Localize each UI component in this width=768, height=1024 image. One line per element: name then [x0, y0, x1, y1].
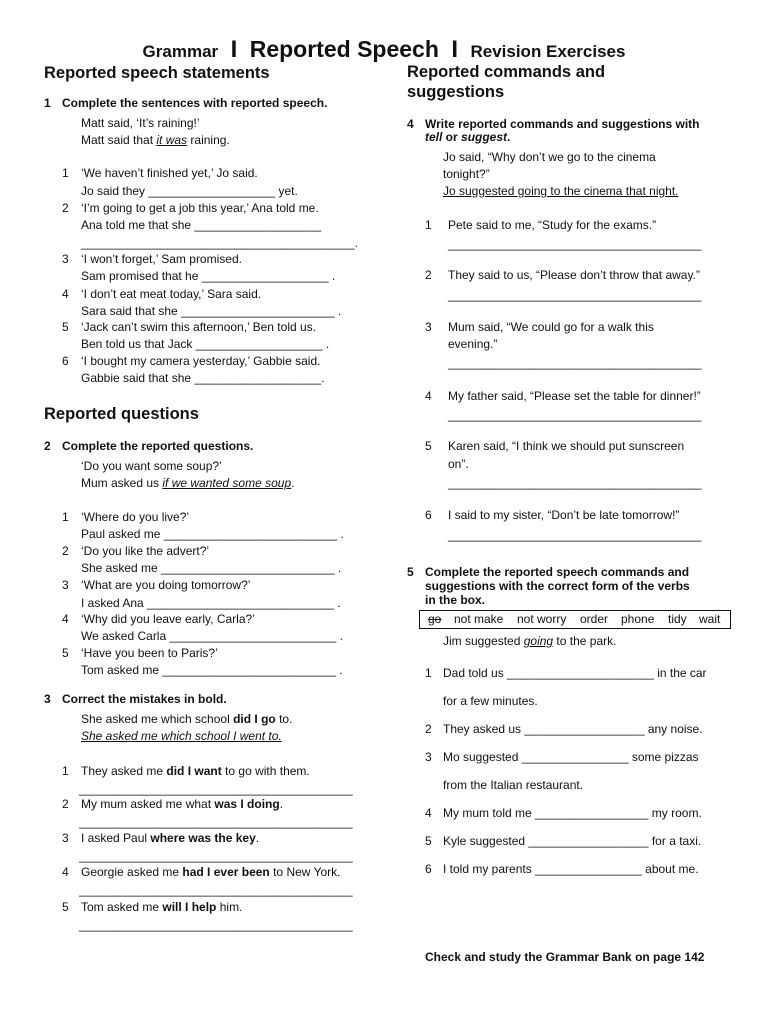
item-number: 2 [62, 797, 69, 811]
item-answer-line[interactable]: ______________________________________ [448, 288, 702, 302]
item-number: 1 [62, 764, 69, 778]
item-number: 6 [425, 508, 432, 522]
item-number: 2 [425, 268, 432, 282]
item-answer-line[interactable]: _________________________________________ [79, 815, 353, 829]
item-answer-line[interactable]: Tom asked me __________________________ . [81, 663, 343, 677]
item-number: 5 [62, 646, 69, 660]
item-answer-line[interactable]: ______________________________________ [448, 528, 702, 542]
item-number: 3 [62, 252, 69, 266]
exercise-number: 1 [44, 96, 51, 110]
section-heading-statements: Reported speech statements [44, 64, 270, 82]
item-answer-line[interactable]: I asked Ana ____________________________ . [81, 596, 341, 610]
exercise-instruction: Complete the reported speech commands and [425, 565, 690, 579]
word-box-item: not worry [517, 612, 567, 626]
item-number: 2 [62, 201, 69, 215]
exercise-number: 4 [407, 117, 414, 131]
footer-note: Check and study the Grammar Bank on page 142 [425, 950, 705, 964]
item-answer-line[interactable]: Ben told us that Jack ___________________ . [81, 337, 330, 351]
item-number: 3 [425, 750, 432, 764]
item-number: 1 [425, 218, 432, 232]
item-prompt-line2: on”. [448, 457, 469, 471]
exercise-instruction: Write reported commands and suggestions with [425, 117, 700, 131]
item-answer-line[interactable]: _________________________________________ [79, 782, 353, 796]
item-number: 4 [425, 389, 432, 403]
item-answer-line[interactable]: Paul asked me __________________________ . [81, 527, 344, 541]
example-answer: Jo suggested going to the cinema that night. [443, 184, 679, 198]
exercise-instruction-line2: tell or suggest. [425, 130, 511, 144]
exercise-instruction: Correct the mistakes in bold. [62, 692, 227, 706]
item-prompt: They asked me did I want to go with them. [81, 764, 310, 778]
word-box [419, 610, 731, 629]
example-prompt: Matt said, ‘It’s raining!’ [81, 116, 200, 130]
item-number: 1 [425, 666, 432, 680]
item-answer-line[interactable]: Sara said that she _______________________ . [81, 304, 342, 318]
item-prompt: ‘Where do you live?’ [81, 510, 190, 524]
item-number: 6 [425, 862, 432, 876]
item-number: 2 [62, 544, 69, 558]
item-number: 3 [62, 831, 69, 845]
item-answer-line[interactable]: We asked Carla _________________________ . [81, 629, 343, 643]
item-answer-line[interactable]: ______________________________________ [448, 237, 702, 251]
item-prompt: Pete said to me, “Study for the exams.” [448, 218, 657, 232]
item-answer-line[interactable]: Ana told me that she ___________________ [81, 218, 322, 232]
title-separator: I [451, 36, 459, 63]
item-number: 1 [62, 510, 69, 524]
item-answer-line[interactable]: ______________________________________ [448, 476, 702, 490]
item-prompt: ‘I won’t forget,’ Sam promised. [81, 252, 242, 266]
example-prompt-line2: tonight?” [443, 167, 490, 181]
item-number: 6 [62, 354, 69, 368]
item-number: 4 [62, 865, 69, 879]
item-answer-line[interactable]: Jo said they ___________________ yet. [81, 184, 298, 198]
item-prompt: Karen said, “I think we should put sunscreen [448, 439, 685, 453]
item-number: 4 [62, 612, 69, 626]
word-box-item: go [428, 612, 442, 626]
item-number: 3 [62, 578, 69, 592]
title-grammar: Grammar [142, 42, 219, 61]
item-prompt: ‘Have you been to Paris?’ [81, 646, 218, 660]
item-prompt: I said to my sister, “Don’t be late tomorrow!” [448, 508, 680, 522]
item-prompt-line2: from the Italian restaurant. [443, 778, 584, 792]
example-answer: Matt said that it was raining. [81, 133, 230, 147]
item-prompt: My father said, “Please set the table for dinner!” [448, 389, 701, 403]
item-prompt[interactable]: They asked us __________________ any noise. [443, 722, 703, 736]
item-number: 2 [425, 722, 432, 736]
exercise-instruction: Complete the sentences with reported speech. [62, 96, 328, 110]
item-prompt: ‘I’m going to get a job this year,’ Ana told me. [81, 201, 319, 215]
section-heading-commands: Reported commands and [407, 63, 606, 81]
exercise-number: 5 [407, 565, 414, 579]
item-number: 3 [425, 320, 432, 334]
item-answer-line[interactable]: ______________________________________ [448, 408, 702, 422]
item-number: 5 [62, 320, 69, 334]
item-answer-line[interactable]: _________________________________________ [79, 918, 353, 932]
exercise-number: 2 [44, 439, 51, 453]
item-number: 1 [62, 166, 69, 180]
item-prompt: Mum said, “We could go for a walk this [448, 320, 654, 334]
example-answer: Jim suggested going to the park. [443, 634, 617, 648]
word-box-item: tidy [668, 612, 687, 626]
item-answer-line[interactable]: ______________________________________ [448, 356, 702, 370]
item-prompt[interactable]: Mo suggested ________________ some pizzas [443, 750, 699, 764]
item-prompt[interactable]: Kyle suggested __________________ for a taxi. [443, 834, 702, 848]
item-prompt: I asked Paul where was the key. [81, 831, 260, 845]
item-prompt: ‘Jack can’t swim this afternoon,’ Ben told us. [81, 320, 316, 334]
item-prompt[interactable]: Dad told us ______________________ in the car [443, 666, 707, 680]
word-box-item: phone [621, 612, 655, 626]
exercise-instruction-line2: suggestions with the correct form of the verbs [425, 579, 690, 593]
item-prompt: ‘Do you like the advert?’ [81, 544, 210, 558]
item-number: 4 [425, 806, 432, 820]
word-box-item: wait [699, 612, 721, 626]
item-prompt[interactable]: I told my parents ________________ about me. [443, 862, 699, 876]
item-answer-line[interactable]: She asked me __________________________ . [81, 561, 342, 575]
item-prompt: My mum asked me what was I doing. [81, 797, 284, 811]
section-heading-commands-line2: suggestions [407, 83, 505, 101]
item-number: 5 [62, 900, 69, 914]
item-prompt[interactable]: My mum told me _________________ my room. [443, 806, 702, 820]
title-separator: I [230, 36, 238, 63]
exercise-instruction-line3: in the box. [425, 593, 485, 607]
title-revision: Revision Exercises [470, 42, 626, 61]
item-answer-line[interactable]: Sam promised that he ___________________ . [81, 269, 336, 283]
item-answer-line[interactable]: Gabbie said that she ___________________. [81, 371, 325, 385]
word-box-item: order [580, 612, 609, 626]
exercise-number: 3 [44, 692, 51, 706]
word-box-item: not make [454, 612, 504, 626]
item-number: 5 [425, 834, 432, 848]
example-prompt: She asked me which school did I go to. [81, 712, 293, 726]
example-prompt: Jo said, “Why don’t we go to the cinema [443, 150, 656, 164]
item-prompt: ‘I bought my camera yesterday,’ Gabbie said. [81, 354, 321, 368]
page-title [0, 36, 768, 64]
item-prompt: ‘Why did you leave early, Carla?’ [81, 612, 255, 626]
item-answer-line[interactable]: _________________________________________ [79, 849, 353, 863]
item-prompt-line2: evening.” [448, 337, 498, 351]
exercise-instruction: Complete the reported questions. [62, 439, 254, 453]
item-prompt-line2: for a few minutes. [443, 694, 538, 708]
example-answer: She asked me which school I went to. [81, 729, 282, 743]
item-prompt: ‘We haven’t finished yet,’ Jo said. [81, 166, 258, 180]
item-prompt: Georgie asked me had I ever been to New York. [81, 865, 341, 879]
item-prompt: ‘I don’t eat meat today,’ Sara said. [81, 287, 262, 301]
item-answer-line[interactable]: _________________________________________. [81, 236, 358, 250]
example-answer: Mum asked us if we wanted some soup. [81, 476, 295, 490]
section-heading-questions: Reported questions [44, 405, 199, 423]
item-number: 5 [425, 439, 432, 453]
item-number: 4 [62, 287, 69, 301]
item-prompt: ‘What are you doing tomorrow?’ [81, 578, 251, 592]
example-prompt: ‘Do you want some soup?’ [81, 459, 222, 473]
item-answer-line[interactable]: _________________________________________ [79, 883, 353, 897]
title-main: Reported Speech [249, 36, 439, 62]
item-prompt: They said to us, “Please don’t throw that away.” [448, 268, 700, 282]
item-prompt: Tom asked me will I help him. [81, 900, 243, 914]
